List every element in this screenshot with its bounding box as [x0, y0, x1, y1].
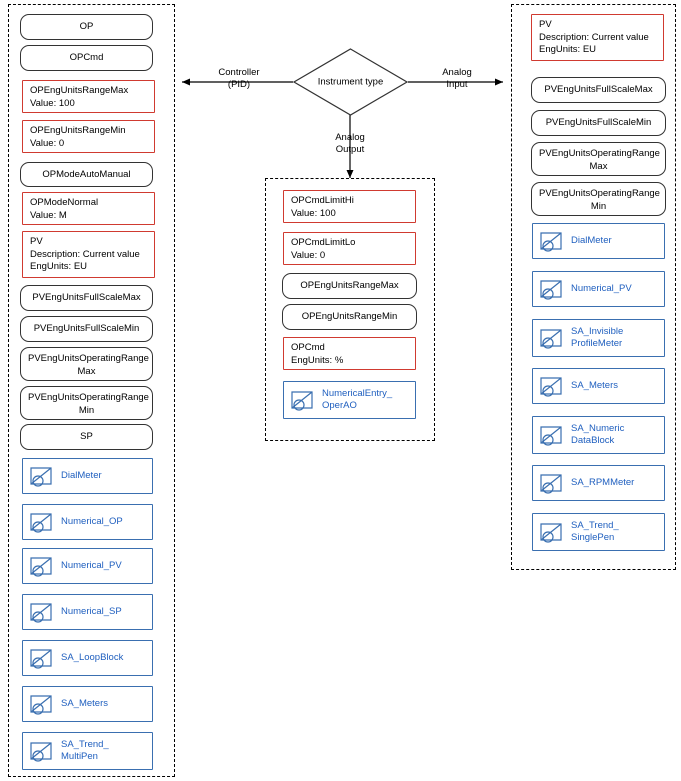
node-opcmdlimitlo[interactable]: [283, 232, 416, 265]
node-opcmdlimithi[interactable]: [283, 190, 416, 223]
node-label-line1: PVEngUnitsOperatingRange: [28, 392, 149, 403]
meter-icon-svg: [27, 737, 57, 765]
meter-icon-svg: [537, 518, 567, 546]
edge-label-analog-output: [320, 132, 380, 155]
meter-icon-svg: [27, 462, 57, 490]
node-label-line2: DataBlock: [571, 435, 615, 446]
edge-label-analog-input: [427, 67, 487, 90]
node-label: OPCmdLimitLo: [291, 237, 356, 248]
node-pvengunitsfullscalemax-right[interactable]: [531, 77, 666, 103]
meter-icon: [533, 372, 571, 400]
node-numericalentry-operao[interactable]: [283, 381, 416, 419]
node-opengunitsrangemin[interactable]: [22, 120, 155, 153]
node-engunits: EngUnits: EU: [539, 44, 597, 55]
node-value: Value: 100: [30, 97, 75, 109]
meter-icon: [284, 386, 322, 414]
meter-icon-svg: [537, 421, 567, 449]
node-label: OPEngUnitsRangeMin: [301, 311, 398, 322]
meter-icon-svg: [27, 644, 57, 672]
node-label: Numerical_OP: [61, 516, 123, 527]
node-label: [61, 739, 152, 763]
edge-label-line1: Controller: [218, 67, 260, 78]
edge-label-line2: Input: [446, 78, 468, 90]
node-label-line1: PVEngUnitsOperatingRange: [28, 353, 149, 364]
node-label-line1: PVEngUnitsOperatingRange: [539, 148, 660, 159]
node-opcmd[interactable]: [20, 45, 153, 71]
node-pvengunitsoperatingrangemax[interactable]: [20, 347, 153, 381]
node-description: Description: Current value: [539, 31, 649, 43]
node-label: DialMeter: [571, 235, 612, 246]
node-label-line2: Max: [589, 160, 608, 172]
meter-icon-svg: [537, 227, 567, 255]
node-label: [571, 423, 664, 447]
meter-icon: [23, 644, 61, 672]
node-label: OPCmd: [69, 52, 104, 63]
node-label-line1: SA_Trend_: [61, 739, 109, 750]
node-pvengunitsoperatingrangemin[interactable]: [20, 386, 153, 420]
node-label: OPModeAutoManual: [42, 169, 131, 180]
node-label-line2: Max: [77, 365, 96, 377]
node-opengunitsrangemax-mid[interactable]: [282, 273, 417, 299]
node-opengunitsrangemax[interactable]: [22, 80, 155, 113]
node-opcmd-mid[interactable]: [283, 337, 416, 370]
node-label: PVEngUnitsFullScaleMax: [32, 292, 141, 303]
node-numerical-op[interactable]: [22, 504, 153, 540]
node-label: SA_Meters: [61, 698, 108, 709]
node-label: [571, 326, 664, 350]
edge-label-line2: (PID): [227, 78, 251, 90]
node-pv[interactable]: [22, 231, 155, 278]
edge-label-line1: Analog: [442, 67, 472, 78]
node-label-line1: PVEngUnitsOperatingRange: [539, 188, 660, 199]
instrument-type-decision[interactable]: [293, 48, 408, 116]
node-label: PVEngUnitsFullScaleMin: [545, 117, 652, 128]
meter-icon: [23, 690, 61, 718]
meter-icon-svg: [537, 469, 567, 497]
node-numerical-sp[interactable]: [22, 594, 153, 630]
node-pvengunitsoperatingrangemin-right[interactable]: [531, 182, 666, 216]
meter-icon: [533, 518, 571, 546]
meter-icon: [23, 462, 61, 490]
node-opengunitsrangemin-mid[interactable]: [282, 304, 417, 330]
node-label-line1: SA_Trend_: [571, 520, 619, 531]
meter-icon-svg: [27, 690, 57, 718]
node-label: PV: [30, 236, 43, 247]
edge-label-controller-pid: [203, 67, 275, 90]
node-label: OPEngUnitsRangeMax: [300, 280, 399, 291]
node-label: OPModeNormal: [30, 197, 99, 208]
node-label: PV: [539, 19, 552, 30]
edge-label-line1: Analog: [335, 132, 365, 143]
meter-icon-svg: [27, 508, 57, 536]
node-label-line1: NumericalEntry_: [322, 388, 393, 399]
meter-icon: [533, 324, 571, 352]
node-sa-trend-multipen[interactable]: [22, 732, 153, 770]
meter-icon: [533, 469, 571, 497]
node-label: SP: [80, 431, 93, 442]
instrument-type-label: Instrument type: [317, 76, 384, 88]
node-label: SA_RPMMeter: [571, 477, 635, 488]
node-pvengunitsfullscalemin-right[interactable]: [531, 110, 666, 136]
node-sa-numeric-datablock[interactable]: [532, 416, 665, 454]
node-value: Value: 0: [30, 137, 65, 149]
meter-icon: [23, 552, 61, 580]
node-numerical-pv[interactable]: [22, 548, 153, 584]
node-label: OP: [79, 21, 94, 32]
node-label: PVEngUnitsFullScaleMin: [33, 323, 140, 334]
node-value: Value: M: [30, 209, 67, 221]
node-sp[interactable]: [20, 424, 153, 450]
node-label: Numerical_PV: [571, 283, 632, 294]
node-pvengunitsfullscalemax[interactable]: [20, 285, 153, 311]
node-label: OPCmd: [291, 342, 325, 353]
meter-icon: [23, 598, 61, 626]
node-sa-meters-right[interactable]: [532, 368, 665, 404]
meter-icon-svg: [27, 552, 57, 580]
meter-icon: [533, 227, 571, 255]
node-opmodenormal[interactable]: [22, 192, 155, 225]
node-op[interactable]: [20, 14, 153, 40]
node-pv-right[interactable]: [531, 14, 664, 61]
edge-label-line2: Output: [335, 143, 365, 155]
meter-icon: [23, 737, 61, 765]
meter-icon-svg: [537, 372, 567, 400]
node-label-line2: MultiPen: [61, 751, 98, 762]
meter-icon-svg: [537, 275, 567, 303]
node-opmodeautomanual[interactable]: [20, 162, 153, 187]
node-sa-rpmmeter[interactable]: [532, 465, 665, 501]
node-engunits: EngUnits: %: [291, 354, 344, 366]
node-label: [322, 388, 415, 412]
node-label: PVEngUnitsFullScaleMax: [544, 84, 653, 95]
node-pvengunitsoperatingrangemax-right[interactable]: [531, 142, 666, 176]
node-sa-trend-singlepen[interactable]: [532, 513, 665, 551]
node-label-line2: SinglePen: [571, 532, 615, 543]
meter-icon: [533, 275, 571, 303]
node-label: DialMeter: [61, 470, 102, 481]
node-engunits: EngUnits: EU: [30, 261, 88, 272]
node-label: OPEngUnitsRangeMin: [30, 125, 126, 136]
node-label-line1: SA_Numeric: [571, 423, 625, 434]
node-label: OPEngUnitsRangeMax: [30, 85, 129, 96]
meter-icon-svg: [288, 386, 318, 414]
node-label-line2: Min: [590, 200, 607, 212]
node-sa-invisible-profilemeter[interactable]: [532, 319, 665, 357]
meter-icon-svg: [27, 598, 57, 626]
node-label: SA_Meters: [571, 380, 618, 391]
meter-icon: [533, 421, 571, 449]
node-label-line2: OperAO: [322, 400, 357, 411]
meter-icon-svg: [537, 324, 567, 352]
node-label: Numerical_PV: [61, 560, 122, 571]
node-dialmeter-right[interactable]: [532, 223, 665, 259]
node-label-line2: ProfileMeter: [571, 338, 623, 349]
node-label: Numerical_SP: [61, 606, 122, 617]
node-label: SA_LoopBlock: [61, 652, 124, 663]
node-sa-loopblock[interactable]: [22, 640, 153, 676]
node-label-line2: Min: [78, 404, 95, 416]
node-value: Value: 100: [291, 207, 336, 219]
node-label: [571, 520, 664, 544]
node-dialmeter[interactable]: [22, 458, 153, 494]
node-label: OPCmdLimitHi: [291, 195, 354, 206]
node-numerical-pv-right[interactable]: [532, 271, 665, 307]
node-label-line1: SA_Invisible: [571, 326, 624, 337]
node-description: Description: Current value: [30, 248, 140, 260]
node-pvengunitsfullscalemin[interactable]: [20, 316, 153, 342]
node-value: Value: 0: [291, 249, 326, 261]
node-sa-meters[interactable]: [22, 686, 153, 722]
meter-icon: [23, 508, 61, 536]
